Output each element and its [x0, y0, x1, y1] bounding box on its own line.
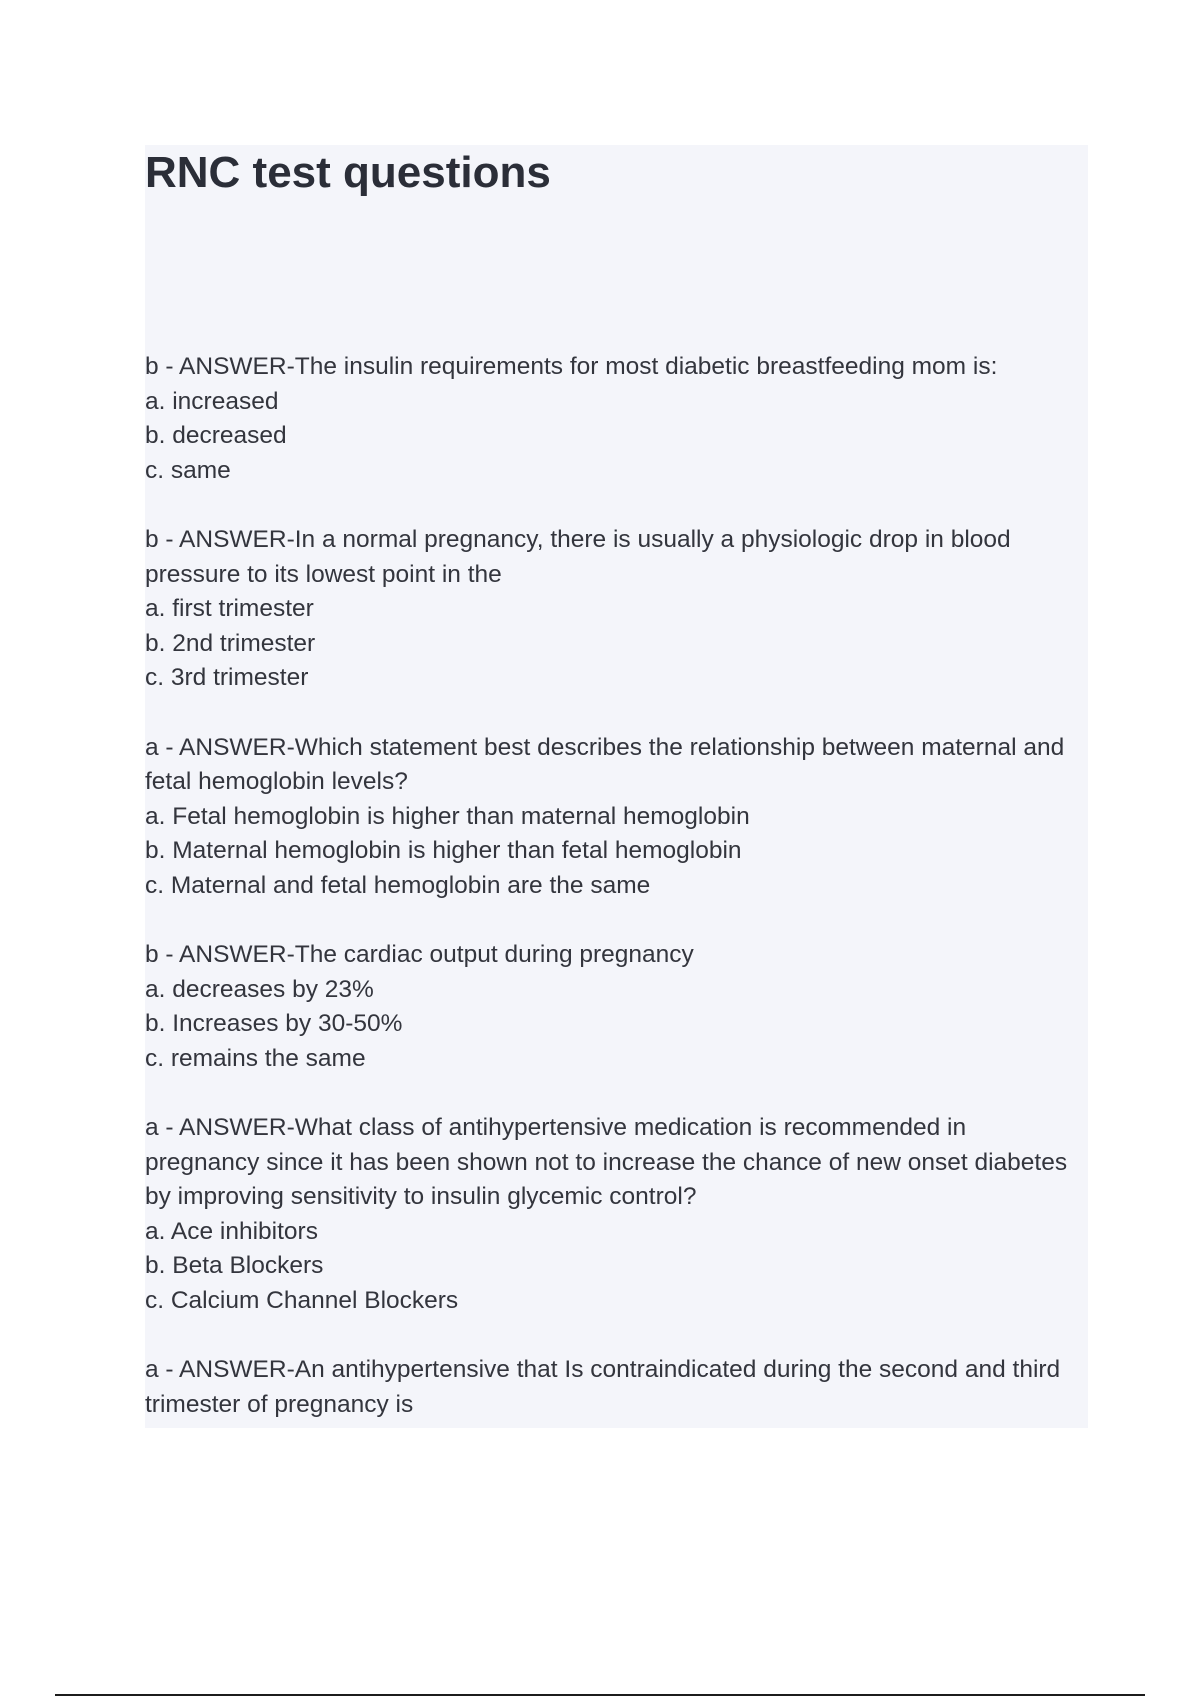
question-block	[145, 1111, 1085, 1318]
question-prompt: b - ANSWER-The cardiac output during pregnancy	[145, 941, 694, 968]
answer-option: a. Ace inhibitors	[145, 1217, 318, 1245]
answer-option: b. Increases by 30-50%	[145, 1010, 403, 1037]
question-prompt: a - ANSWER-Which statement best describes the relationship between maternal and fetal hemoglobin levels?	[145, 733, 1065, 795]
answer-option: b. decreased	[145, 422, 287, 449]
question-block	[145, 523, 1085, 696]
answer-option: a. first trimester	[145, 595, 314, 622]
question-prompt: a - ANSWER-An antihypertensive that Is contraindicated during the second and third trimester of pregnancy is	[145, 1356, 1061, 1418]
page-title: RNC test questions	[145, 148, 551, 197]
answer-option: c. same	[145, 456, 231, 484]
answer-option: c. 3rd trimester	[145, 664, 309, 691]
question-list	[145, 350, 1085, 1457]
footer-divider	[55, 1694, 1145, 1696]
question-block	[145, 350, 1085, 488]
question-prompt: b - ANSWER-The insulin requirements for most diabetic breastfeeding mom is:	[145, 353, 998, 380]
answer-option: c. Calcium Channel Blockers	[145, 1286, 459, 1314]
answer-option: c. Maternal and fetal hemoglobin are the same	[145, 871, 651, 899]
answer-option: a. decreases by 23%	[145, 975, 374, 1003]
answer-option: a. Fetal hemoglobin is higher than maternal hemoglobin	[145, 802, 750, 830]
answer-option: c. remains the same	[145, 1044, 366, 1072]
question-block	[145, 1353, 1085, 1422]
question-prompt: b - ANSWER-In a normal pregnancy, there is usually a physiologic drop in blood pressure to its lowest point in the	[145, 526, 1011, 588]
question-block	[145, 938, 1085, 1076]
question-prompt: a - ANSWER-What class of antihypertensive medication is recommended in pregnancy since it has been shown not to increase the chance of new onset diabetes by improving sensitivity to insulin glycemic control?	[145, 1114, 1068, 1210]
answer-option: a. increased	[145, 387, 279, 415]
answer-option: b. 2nd trimester	[145, 629, 316, 657]
answer-option: b. Maternal hemoglobin is higher than fetal hemoglobin	[145, 837, 742, 864]
answer-option: b. Beta Blockers	[145, 1252, 324, 1279]
question-block	[145, 731, 1085, 904]
